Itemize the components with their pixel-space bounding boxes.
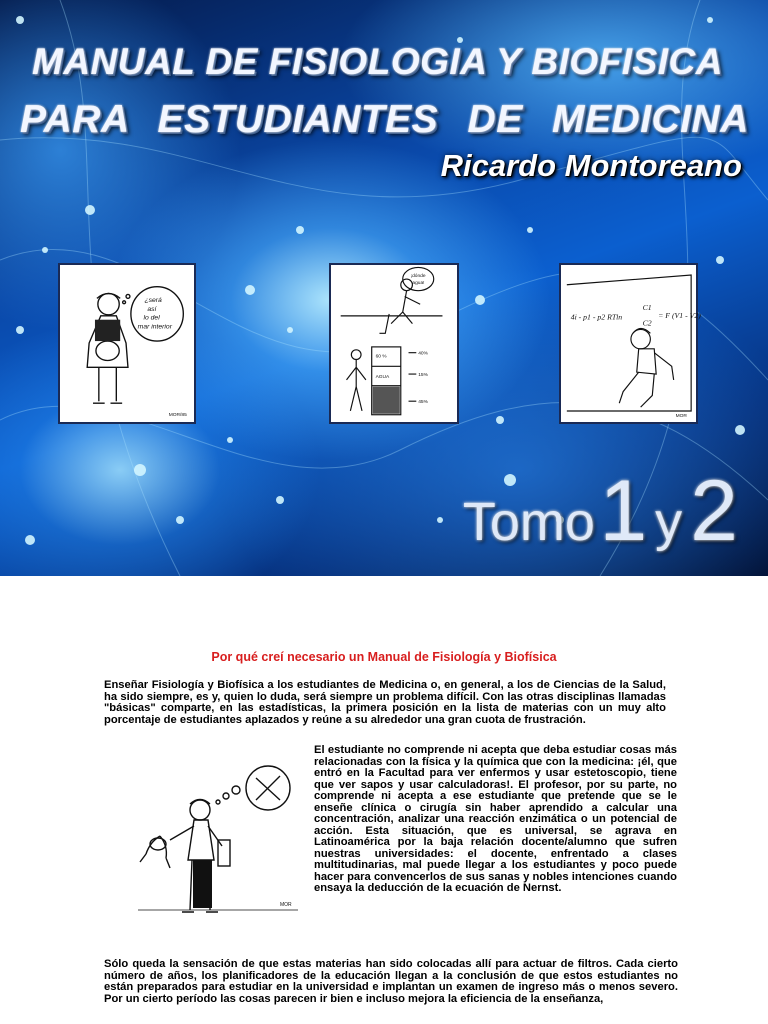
section-heading: Por qué creí necesario un Manual de Fisiología y Biofísica xyxy=(211,650,557,664)
paragraph-3: Sólo queda la sensación de que estas materias han sido colocadas allí para actuar de filtros. Cada cierto número de años, los planificadores de la educación llegan a la conclusión de que estos estudiantes no están preparados para estudiar en la universidad e implantan un examen de ingreso más o menos severo. Por un cierto período las cosas parecen ir bien e incluso mejora la eficiencia de la enseñanza, xyxy=(104,958,678,1005)
volume-second-number: 2 xyxy=(690,463,738,559)
svg-text:así: así xyxy=(147,305,157,313)
cover-title-line2: PARA ESTUDIANTES DE MEDICINA xyxy=(20,98,749,141)
cover-author: Ricardo Montoreano xyxy=(440,148,742,183)
svg-text:MOR: MOR xyxy=(675,413,687,419)
cover-title-line1: MANUAL DE FISIOLOGIA Y BIOFISICA xyxy=(32,41,723,82)
svg-text:60 %: 60 % xyxy=(375,354,387,360)
student-blackboard-equation-cartoon-icon xyxy=(561,265,701,422)
svg-text:45%: 45% xyxy=(418,400,428,406)
cartoon-student-thinking xyxy=(58,263,196,424)
body-water-compartments-cartoon-icon xyxy=(331,265,457,422)
paragraph-2: El estudiante no comprende ni acepta que deba estudiar cosas más relacionadas con la física y la química que con la medicina: ¡él, que entró en la Facultad para ver enfermos y usar estetoscopio, tiene que ver sapos y usar calculadoras!. El profesor, por su parte, no comprende ni acepta a ese estudiante que pretende que se le enseñe clínica o cirugía sin haber aprendido a calcular una concentración, analizar una reacción enzimática o un potencial de acción. Esta situación, que es universal, se agrava en Latinoamérica por la baja relación docente/alumno que sufren nuestras universidades: el docente, enfrentado a clases multitudinarias, mal puede llegar a los estudiantes y poco puede hacer para convencerlos de sus sanas y nobles intenciones cuando ensaya la deducción de la ecuación de Nernst. xyxy=(314,744,677,894)
student-thinking-cartoon-icon xyxy=(60,265,194,422)
svg-text:¿será: ¿será xyxy=(144,297,162,305)
svg-text:= F (V1 - V2): = F (V1 - V2) xyxy=(658,310,701,320)
svg-text:MOR/85: MOR/85 xyxy=(168,412,187,418)
svg-text:40%: 40% xyxy=(418,351,428,357)
svg-text:MOR: MOR xyxy=(280,902,292,908)
svg-text:AGUA: AGUA xyxy=(375,374,390,380)
svg-text:¡dónde: ¡dónde xyxy=(410,274,426,280)
svg-text:lo del: lo del xyxy=(143,314,160,322)
illustration-student-frog xyxy=(130,760,300,920)
svg-text:C1: C1 xyxy=(642,302,652,312)
student-holding-frog-cartoon-icon xyxy=(130,760,300,920)
svg-text:4i - p1 - p2 RTln: 4i - p1 - p2 RTln xyxy=(570,312,623,322)
svg-text:agua!: agua! xyxy=(412,280,425,286)
cartoon-blackboard xyxy=(559,263,701,424)
volume-word: Tomo xyxy=(462,492,595,552)
volume-label xyxy=(463,462,738,561)
volume-first-number: 1 xyxy=(599,463,648,559)
svg-text:C2: C2 xyxy=(642,318,652,328)
svg-text:15%: 15% xyxy=(418,372,428,378)
cartoon-body-water xyxy=(329,263,459,424)
paragraph-1: Enseñar Fisiología y Biofísica a los estudiantes de Medicina o, en general, a los de Ciencias de la Salud, ha sido siempre, es y, quien lo duda, será siempre un problema difícil. Con las otras disciplinas llamadas "básicas" comparte, en las estadísticas, la primera posición en la lista de materias con un muy alto porcentaje de estudiantes aplazados y reúne a su alrededor una gran cuota de frustración. xyxy=(104,679,666,726)
svg-text:mar interior: mar interior xyxy=(137,323,172,331)
volume-and: y xyxy=(655,492,683,552)
